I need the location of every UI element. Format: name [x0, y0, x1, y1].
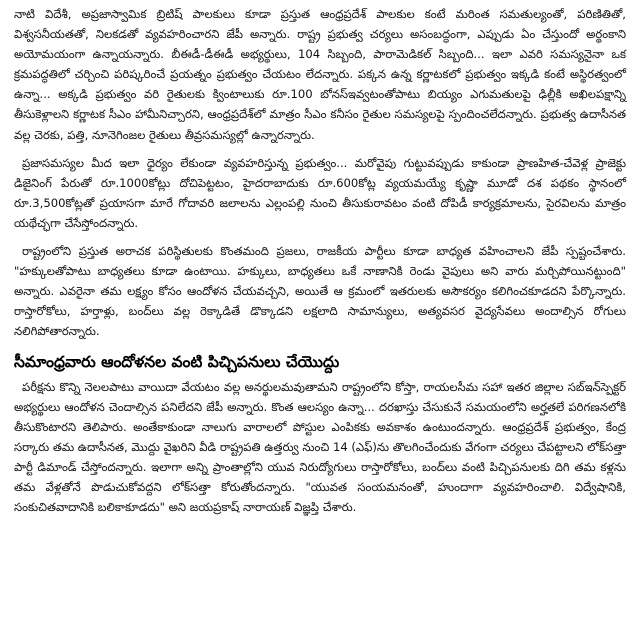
article-paragraph-1: నాటి విదేశీ, అప్రజాస్వామిక బ్రిటిష్ పాలకులు కూడా ప్రస్తుత ఆంధ్రప్రదేశ్ పాలకుల కంటే మరింత సమతుల్యంతో, పరిణితితో, విశ్వసనీయతతో, నిలకడతో వ్యవహరించారని జేపీ అన్నారు. రాష్ట్ర ప్రభుత్వ చర్యలు అసంబద్ధంగా, ఎప్పుడు ఏం చేస్తుందో అర్థంకాని అయోమయంగా ఉన్నాయన్నారు. బీఈడీ-డీఈడీ అభ్యర్థులు, 104 సిబ్బంది, పారామెడికల్ సిబ్బంది... ఇలా ఎవరి సమస్యనైనా ఒక క్రమపద్ధతిలో చర్చించి పరిష్కరించే ప్రయత్నం ప్రభుత్వం చేయటం లేదన్నారు. పక్కన ఉన్న కర్ణాటకలో ప్రభుత్వం ఇక్కడి కంటే అస్థిరత్వంలో ఉన్నా... అక్కడి ప్రభుత్వం వరి రైతులకు క్వింటాలుకు రూ.100 బోనస్‌ఇవ్వటంతోపాటు బియ్యం ఎగుమతులపై ఢిల్లీకి అఖిలపక్షాన్ని తీసుకెళ్లాలని కర్ణాటక సీఎం హామీనిచ్చారని, ఆంధ్రప్రదేశ్‌లో మాత్రం సీఎం కనీసం రైతుల సమస్యలపై స్పందించలేదన్నారు. ప్రభుత్వ ఉదాసీనత వల్ల చెరకు, పత్తి, నూనెగింజల రైతులు తీవ్రసమస్యల్లో ఉన్నారన్నారు.: [14, 7, 626, 142]
section-heading: సీమాంధ్రవారు ఆందోళనల వంటి పిచ్చిపనులు చేయొద్దు: [14, 352, 340, 371]
article-paragraph-4: పరీక్షను కొన్ని నెలలపాటు వాయిదా వేయటం వల్ల అనర్థులమవుతామని రాష్ట్రంలోని కోస్తా, రాయలసీమ సహా ఇతర జిల్లాల సబ్‌ఇన్‌స్పెక్టర్ అభ్యర్థులు ఆందోళన చెందాల్సిన పనిలేదని జేపీ అన్నారు. కొంత ఆలస్యం ఉన్నా... దరఖాస్తు చేసుకునే సమయంలోని అర్హతలే పరిగణనలోకి తీసుకొంటారని తెలిపారు. అంతేకాకుండా నాలుగు వారాలలో పోస్టుల ఎంపికకు అవకాశం ఉంటుందన్నారు. ఆంధ్రప్రదేశ్ ప్రభుత్వం, కేంద్ర సర్కారు తమ ఉదాసీనత, మొద్దు వైఖరిని వీడి రాష్ట్రపతి ఉత్తర్వు నుంచి 14 (ఎఫ్)ను తొలగించేందుకు వేగంగా చర్యలు చేపట్టాలని లోక్‌సత్తా పార్టీ డిమాండ్ చేస్తోందన్నారు. ఇలాగా అన్ని ప్రాంతాల్లోని యువ నిరుద్యోగులు రాస్తారోకోలు, బంద్‌లు వంటి పిచ్చిపనులకు దిగి తమ కళ్లను తమ వేళ్లతోనే పొడుచుకోవద్దని లోక్‌సత్తా కోరుతోందన్నారు. "యువత సంయమనంతో, హుందాగా వ్యవహరించాలి. విద్వేషానికి, సంకుచితవాదానికి బలికాకూడదు" అని జయప్రకాష్ నారాయణ్ విజ్ఞప్తి చేశారు.: [14, 379, 626, 515]
article-paragraph-2: ప్రజాసమస్యల మీద ఇలా ధైర్యం లేకుండా వ్యవహరిస్తున్న ప్రభుత్వం... మరోవైపు గుట్టువప్పుడు కాకుండా ప్రాణహిత-చేవెళ్ల ప్రాజెక్టు డిజైనింగ్ పేరుతో రూ.1000కోట్లు దోచిపెట్టటం, హైదరాబాదుకు రూ.600కోట్ల వ్యయమయ్యే కృష్ణా మూడో దశ పథకం స్థానంలో రూ.3,500కోట్లతో ప్రయాసగా మారే గోదావరి జలాలను ఎల్లంపల్లి నుంచి తీసుకురావటం వంటి దోపిడీ కార్యక్రమాలను, సైరవిలను మాత్రం యథేచ్ఛగా చేసేస్తోందన్నారు.: [14, 155, 626, 230]
article-paragraph-3: రాష్ట్రంలోని ప్రస్తుత అరాచక పరిస్థితులకు కొంతమంది ప్రజలు, రాజకీయ పార్టీలు కూడా బాధ్యత వహించాలని జేపీ స్పష్టంచేశారు. "హక్కులతోపాటు బాధ్యతలు కూడా ఉంటాయి. హక్కులు, బాధ్యతలు ఒకే నాణానికి రెండు వైపులు అని వారు మర్చిపోయినట్టుంది" అన్నారు. ఎవరైనా తమ లక్ష్యం కోసం ఆందోళన చేయవచ్చని, అయితే ఆ క్రమంలో ఇతరులకు అసౌకర్యం కలిగించకూడదని పేర్కొన్నారు. రాస్తారోకోలు, హర్తాళ్లు, బంద్‌లు వల్ల రెక్కాడితే డొక్కాడని లక్షలాది సామాన్యులు, అత్యవసర వైద్యసేవలు అందాల్సిన రోగులు నలిగిపోతారన్నారు.: [14, 244, 626, 339]
